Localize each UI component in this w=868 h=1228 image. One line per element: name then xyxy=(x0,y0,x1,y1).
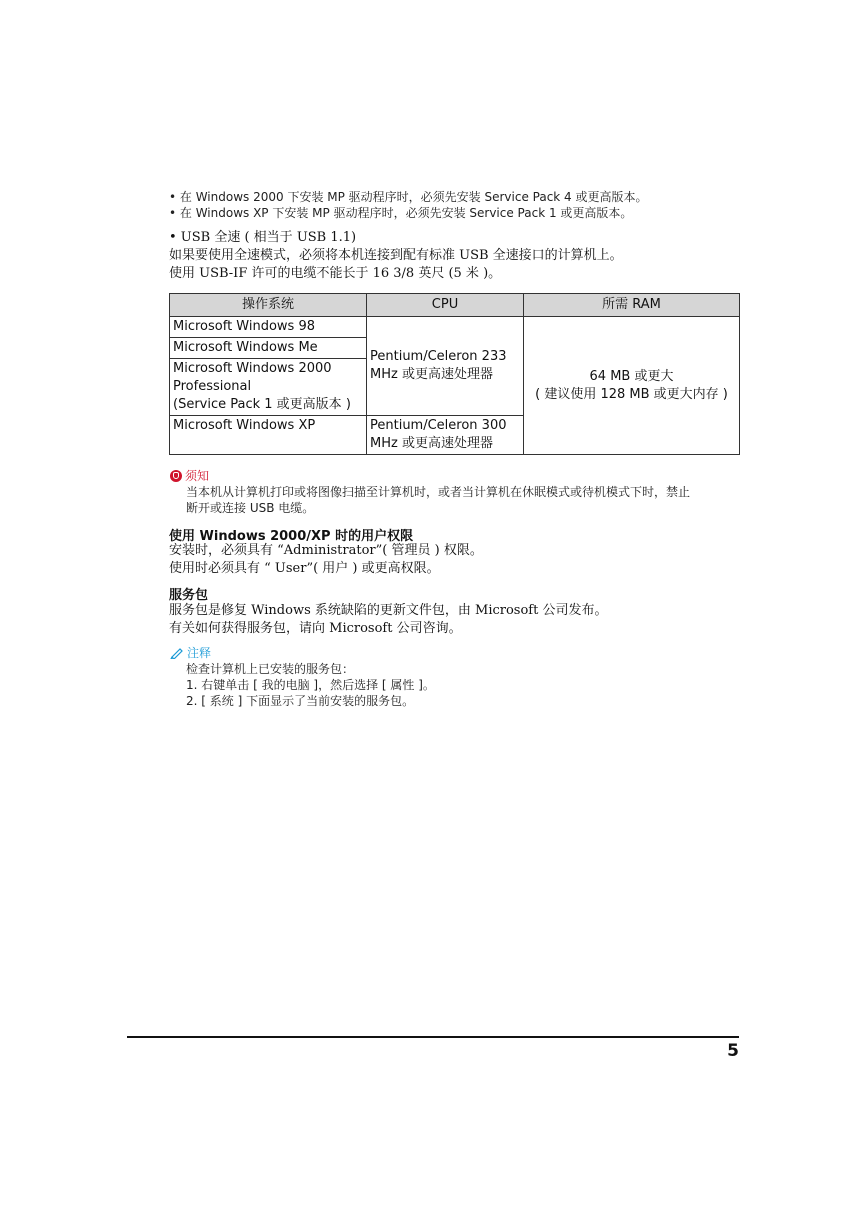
note-title: 注释 xyxy=(187,646,212,660)
os-win98: Microsoft Windows 98 xyxy=(170,317,367,338)
header-ram: 所需 RAM xyxy=(524,294,740,317)
note-step2: 2. [ 系统 ] 下面显示了当前安装的服务包。 xyxy=(186,694,415,708)
cpu-300-cell xyxy=(367,416,524,455)
user-rights-heading: 使用 Windows 2000/XP 时的用户权限 xyxy=(169,529,414,544)
table-header-row xyxy=(170,294,740,317)
page-number: 5 xyxy=(727,1041,739,1061)
service-pack-line2: 有关如何获得服务包，请向 Microsoft 公司咨询。 xyxy=(169,621,462,636)
service-pack-heading: 服务包 xyxy=(169,588,209,603)
service-pack-line1: 服务包是修复 Windows 系统缺陷的更新文件包，由 Microsoft 公司发布。 xyxy=(169,603,608,618)
table-row xyxy=(170,317,740,338)
rights-line1: 安装时，必须具有 “Administrator”( 管理员 ) 权限。 xyxy=(169,543,483,558)
os-win2000-sp: (Service Pack 1 或更高版本 ) xyxy=(173,397,351,412)
rights-line2: 使用时必须具有 “ User”( 用户 ) 或更高权限。 xyxy=(169,561,440,576)
header-cpu: CPU xyxy=(367,294,524,317)
system-requirements-table xyxy=(169,293,740,455)
notice-text xyxy=(186,484,742,516)
ram-cell xyxy=(524,317,740,455)
notice-line1: 当本机从计算机打印或将图像扫描至计算机时，或者当计算机在休眠模式或待机模式下时，禁止 xyxy=(186,485,691,499)
bullet-winxp-sp: • 在 Windows XP 下安装 MP 驱动程序时，必须先安装 Service Pack 1 或更高版本。 xyxy=(169,206,633,220)
notice-line2: 断开或连接 USB 电缆。 xyxy=(186,501,315,515)
os-win2000: Microsoft Windows 2000 Professional xyxy=(173,361,332,394)
pencil-icon xyxy=(170,647,184,659)
ram-line1: 64 MB 或更大 xyxy=(589,368,674,384)
os-winme: Microsoft Windows Me xyxy=(170,338,367,359)
usb-heading: • USB 全速 ( 相当于 USB 1.1) xyxy=(169,230,357,245)
requirement-bullets xyxy=(169,189,749,221)
cpu-300-line2: MHz 或更高速处理器 xyxy=(370,436,493,451)
user-rights-text xyxy=(169,542,483,578)
ram-line2: ( 建议使用 128 MB 或更大内存 ) xyxy=(535,386,728,402)
note-step1: 1. 右键单击 [ 我的电脑 ]，然后选择 [ 属性 ]。 xyxy=(186,678,435,692)
header-os: 操作系统 xyxy=(170,294,367,317)
cpu-233-line2: MHz 或更高速处理器 xyxy=(370,367,493,382)
usb-section xyxy=(169,229,769,283)
os-win2000-cell xyxy=(170,359,367,416)
bullet-win2000-sp: • 在 Windows 2000 下安装 MP 驱动程序时，必须先安装 Service Pack 4 或更高版本。 xyxy=(169,190,648,204)
os-winxp: Microsoft Windows XP xyxy=(170,416,367,455)
note-text xyxy=(186,661,742,709)
usb-text-line1: 如果要使用全速模式，必须将本机连接到配有标准 USB 全速接口的计算机上。 xyxy=(169,248,623,263)
cpu-233-cell xyxy=(367,317,524,416)
note-intro: 检查计算机上已安装的服务包： xyxy=(186,662,355,676)
service-pack-text xyxy=(169,602,607,638)
cpu-233-line1: Pentium/Celeron 233 xyxy=(370,349,507,364)
usb-text-line2: 使用 USB-IF 许可的电缆不能长于 16 3/8 英尺 (5 米 )。 xyxy=(169,266,502,281)
footer-rule xyxy=(127,1036,739,1038)
cpu-300-line1: Pentium/Celeron 300 xyxy=(370,418,507,433)
notice-title: 须知 xyxy=(185,469,210,483)
notice-block xyxy=(170,468,742,516)
note-block xyxy=(170,645,742,709)
warning-icon xyxy=(170,470,182,482)
